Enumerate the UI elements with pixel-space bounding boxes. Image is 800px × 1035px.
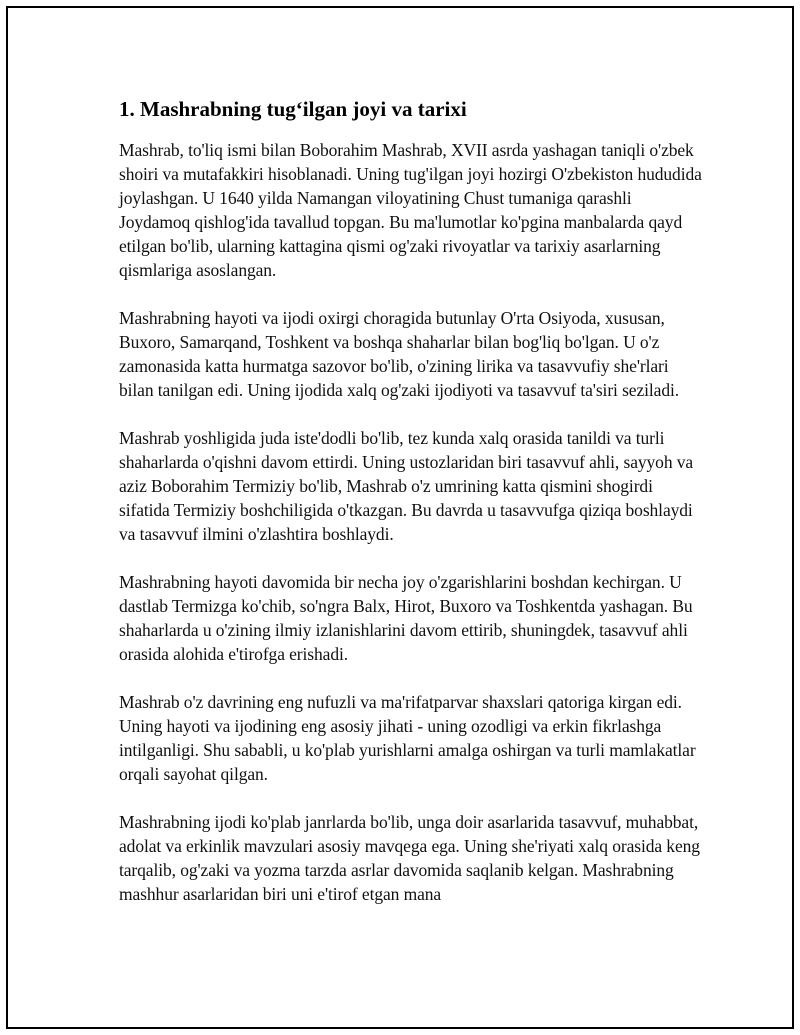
document-page: [6, 6, 794, 1029]
paragraph: Mashrab, to'liq ismi bilan Boborahim Mashrab, XVII asrda yashagan taniqli o'zbek shoiri va mutafakkiri hisoblanadi. Uning tug'ilgan joyi hozirgi O'zbekiston hududida joylashgan. U 1640 yilda Namangan viloyatining Chust tumaniga qarashli Joydamoq qishlog'ida tavallud topgan. Bu ma'lumotlar ko'pgina manbalarda qayd etilgan bo'lib, ularning kattagina qismi og'zaki rivoyatlar va tarixiy asarlarning qismlariga asoslangan.: [119, 140, 702, 280]
paragraph: Mashrab yoshligida juda iste'dodli bo'lib, tez kunda xalq orasida tanildi va turli shaharlarda o'qishni davom ettirdi. Uning ustozlaridan biri tasavvuf ahli, sayyoh va aziz Boborahim Termiziy bo'lib, Mashrab o'z umrining katta qismini shogirdi sifatida Termiziy boshchiligida o'tkazgan. Bu davrda u tasavvufga qiziqa boshlaydi va tasavvuf ilmini o'zlashtira boshlaydi.: [119, 428, 694, 544]
section-title: 1. Mashrabning tug‘ilgan joyi va tarixi: [119, 97, 467, 121]
document-body: [119, 96, 704, 930]
paragraph: Mashrab o'z davrining eng nufuzli va ma'rifatparvar shaxslari qatoriga kirgan edi. Uning hayoti va ijodining eng asosiy jihati - uning ozodligi va erkin fikrlashga intilganligi. Shu sababli, u ko'plab yurishlarni amalga oshirgan va turli mamlakatlar orqali sayohat qilgan.: [119, 692, 696, 784]
paragraph: Mashrabning hayoti davomida bir necha joy o'zgarishlarini boshdan kechirgan. U dastlab Termizga ko'chib, so'ngra Balx, Hirot, Buxoro va Toshkentda yashagan. Bu shaharlarda u o'zining ilmiy izlanishlarini davom ettirib, shuningdek, tasavvuf ahli orasida alohida e'tirofga erishadi.: [119, 572, 693, 664]
paragraph: Mashrabning hayoti va ijodi oxirgi choragida butunlay O'rta Osiyoda, xususan, Buxoro, Samarqand, Toshkent va boshqa shaharlar bilan bog'liq bo'lgan. U o'z zamonasida katta hurmatga sazovor bo'lib, o'zining lirika va tasavvufiy she'rlari bilan tanilgan edi. Uning ijodida xalq og'zaki ijodiyoti va tasavvuf ta'siri seziladi.: [119, 308, 680, 400]
paragraph: Mashrabning ijodi ko'plab janrlarda bo'lib, unga doir asarlarida tasavvuf, muhabbat, adolat va erkinlik mavzulari asosiy mavqega ega. Uning she'riyati xalq orasida keng tarqalib, og'zaki va yozma tarzda asrlar davomida saqlanib kelgan. Mashrabning mashhur asarlaridan biri uni e'tirof etgan mana: [119, 812, 700, 904]
